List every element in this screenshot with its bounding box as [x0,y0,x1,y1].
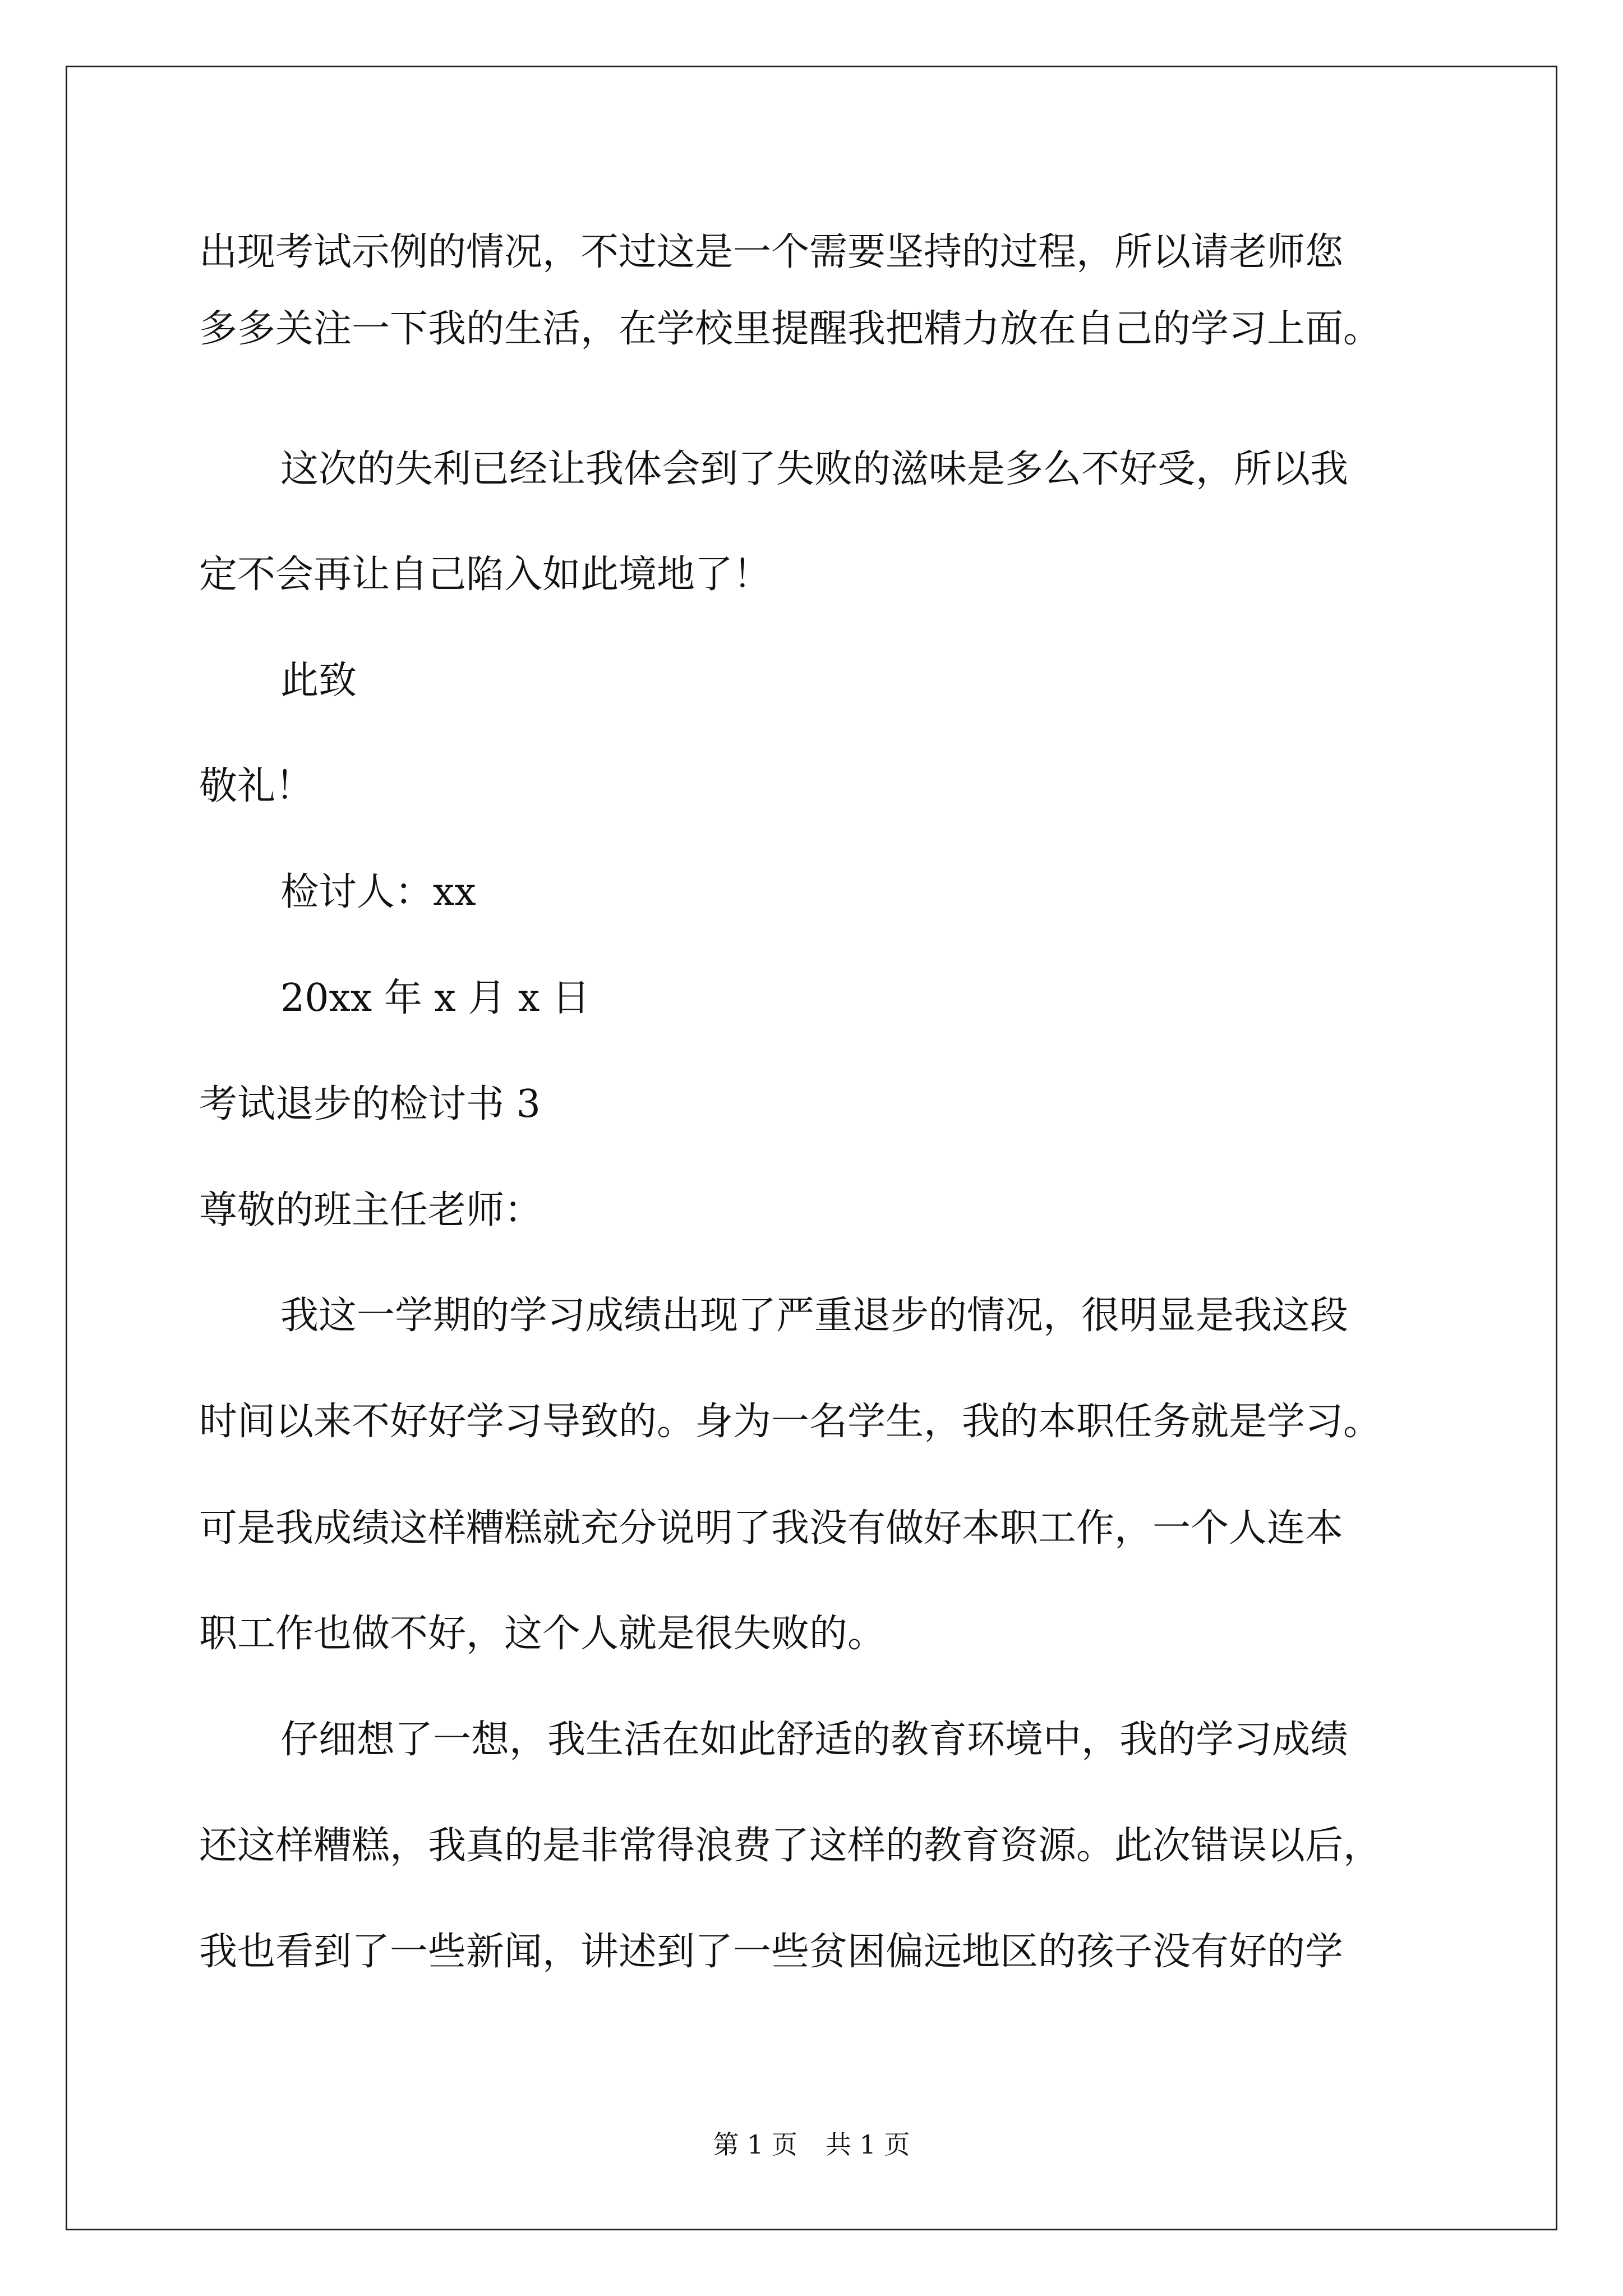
signature-name: 检讨人：xx [280,870,476,914]
body-line-3: 这次的失利已经让我体会到了失败的滋味是多么不好受，所以我 [280,447,1349,491]
closing-regards: 敬礼！ [199,764,314,808]
greeting: 尊敬的班主任老师： [199,1188,543,1232]
body-line-7: 可是我成绩这样糟糕就充分说明了我没有做好本职工作，一个人连本 [199,1506,1344,1550]
body-line-9: 仔细想了一想，我生活在如此舒适的教育环境中，我的学习成绩 [280,1718,1349,1762]
section-title: 考试退步的检讨书 3 [199,1082,541,1126]
page-number: 第 1 页 [713,2129,797,2160]
body-line-5: 我这一学期的学习成绩出现了严重退步的情况，很明显是我这段 [280,1294,1349,1338]
body-line-8: 职工作也做不好，这个人就是很失败的。 [199,1612,886,1656]
closing-salutation: 此致 [280,659,357,703]
page-border [66,66,1557,2230]
body-line-4: 定不会再让自己陷入如此境地了！ [199,553,772,597]
body-line-11: 我也看到了一些新闻，讲述到了一些贫困偏远地区的孩子没有好的学 [199,1930,1344,1974]
body-line-6: 时间以来不好好学习导致的。身为一名学生，我的本职任务就是学习。 [199,1400,1382,1444]
page-footer [0,2129,1623,2160]
body-line-2: 多多关注一下我的生活，在学校里提醒我把精力放在自己的学习上面。 [199,307,1382,351]
page-total: 共 1 页 [826,2129,910,2160]
body-line-1: 出现考试示例的情况，不过这是一个需要坚持的过程，所以请老师您 [199,230,1344,274]
body-line-10: 还这样糟糕，我真的是非常得浪费了这样的教育资源。此次错误以后， [199,1824,1382,1868]
signature-date: 20xx 年 x 月 x 日 [280,976,591,1020]
